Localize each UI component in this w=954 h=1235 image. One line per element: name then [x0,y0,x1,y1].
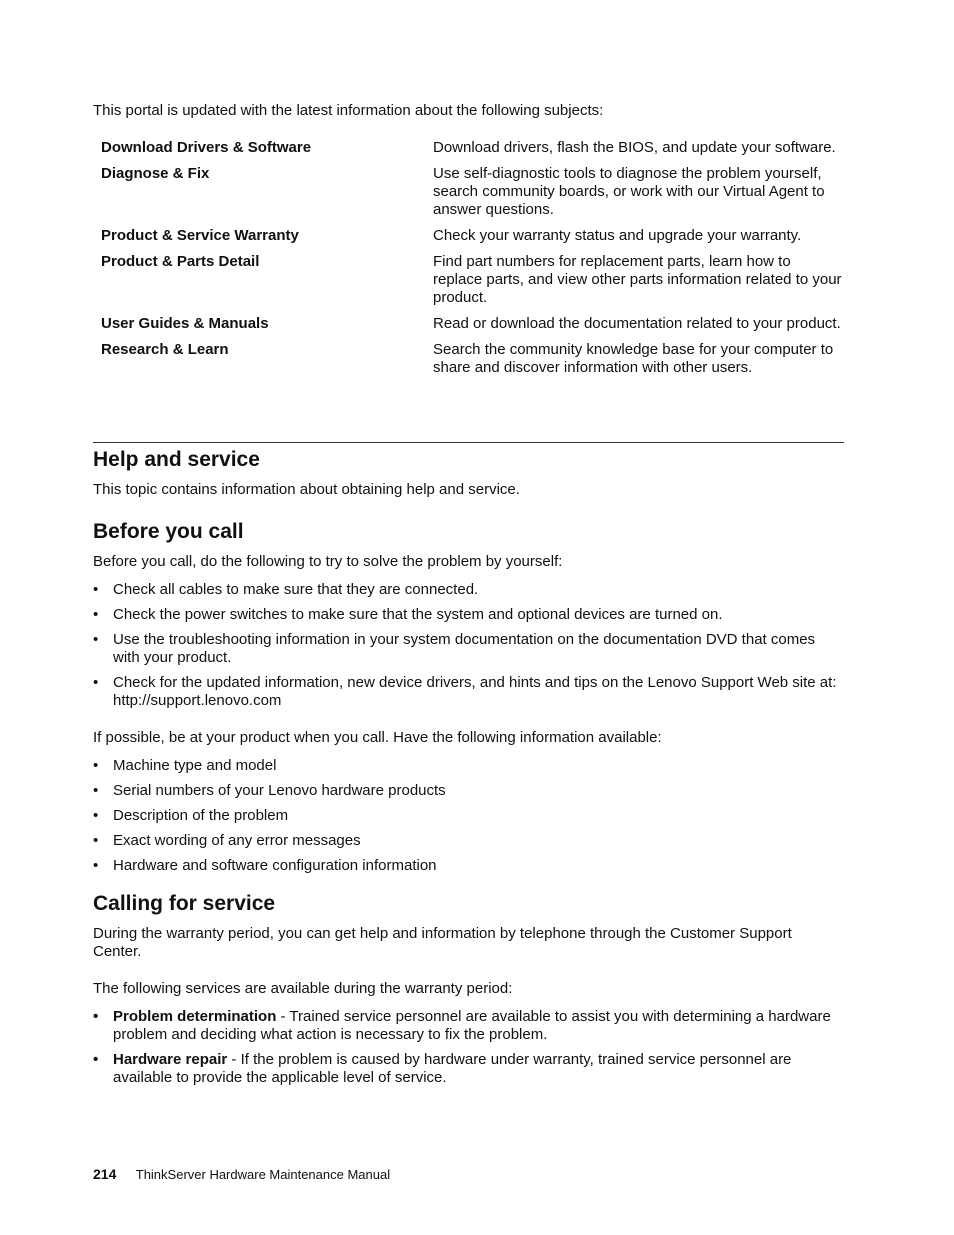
support-url-link[interactable]: http://support.lenovo.com [113,692,282,709]
bullet-icon: • [93,1008,99,1025]
service-term: Hardware repair [113,1051,228,1068]
list-item-text: Check all cables to make sure that they are connected. [113,581,479,598]
bullet-icon: • [93,832,99,849]
bullet-icon: • [93,857,99,874]
subject-row [93,253,844,315]
list-item [93,832,844,850]
list-item-text: Description of the problem [113,807,289,824]
bullet-icon: • [93,807,99,824]
subject-row [93,315,844,341]
subject-term: Product & Parts Detail [101,253,260,270]
manual-title: ThinkServer Hardware Maintenance Manual [135,1167,391,1182]
bullet-icon: • [93,1051,99,1068]
subject-term: Diagnose & Fix [101,165,210,182]
help-heading: Help and service [93,448,260,471]
bullet-icon: • [93,631,99,648]
portal-intro: This portal is updated with the latest information about the following subjects: [93,102,604,119]
before-heading: Before you call [93,520,244,543]
list-item [93,807,844,825]
service-term: Problem determination [113,1008,277,1025]
help-text: This topic contains information about obtaining help and service. [93,481,520,498]
service-desc: - If the problem is caused by hardware under warranty, trained service personnel are available to provide the applicable level of service. [113,1051,792,1086]
bullet-icon: • [93,782,99,799]
subject-row [93,227,844,253]
before-list [93,581,844,710]
subject-term: Research & Learn [101,341,229,358]
section-divider [93,442,844,443]
info-list [93,757,844,875]
list-item [93,674,844,710]
list-item [93,631,844,667]
info-intro: If possible, be at your product when you call. Have the following information available: [93,729,662,746]
subject-term: Download Drivers & Software [101,139,312,156]
calling-text: During the warranty period, you can get help and information by telephone through the Customer Support Center. [93,925,792,960]
services-intro: The following services are available during the warranty period: [93,980,513,997]
subject-desc: Check your warranty status and upgrade your warranty. [433,227,802,244]
list-item [93,1051,844,1087]
subject-desc: Download drivers, flash the BIOS, and update your software. [433,139,836,156]
subject-desc: Search the community knowledge base for your computer to share and discover information with other users. [433,341,834,376]
list-item-text: Machine type and model [113,757,277,774]
main-flow [93,447,844,1094]
page-number: 214 [93,1166,117,1182]
list-item-text: Check for the updated information, new device drivers, and hints and tips on the Lenovo Support Web site at: [113,674,837,691]
list-item-text: Hardware and software configuration information [113,857,437,874]
list-item-text: Check the power switches to make sure that the system and optional devices are turned on. [113,606,723,623]
list-item [93,857,844,875]
page-footer [93,1166,390,1183]
subject-desc: Find part numbers for replacement parts, learn how to replace parts, and view other parts information related to your product. [433,253,842,306]
bullet-icon: • [93,581,99,598]
bullet-icon: • [93,606,99,623]
list-item-text: Exact wording of any error messages [113,832,361,849]
list-item-text: Serial numbers of your Lenovo hardware products [113,782,446,799]
subject-term: Product & Service Warranty [101,227,299,244]
list-item [93,606,844,624]
subject-row [93,139,844,165]
list-item [93,581,844,599]
bullet-icon: • [93,674,99,691]
before-intro: Before you call, do the following to try to solve the problem by yourself: [93,553,563,570]
bullet-icon: • [93,757,99,774]
subjects-table [93,139,844,385]
calling-heading: Calling for service [93,892,276,915]
list-item-text: Use the troubleshooting information in your system documentation on the documentation DVD that comes with your product. [113,631,816,666]
list-item [93,1008,844,1044]
list-item [93,782,844,800]
list-item [93,757,844,775]
subject-row [93,165,844,227]
subject-desc: Read or download the documentation related to your product. [433,315,841,332]
subject-term: User Guides & Manuals [101,315,269,332]
service-desc: - Trained service personnel are available to assist you with determining a hardware problem and deciding what action is necessary to fix the problem. [113,1008,831,1043]
subject-row [93,341,844,385]
services-list [93,1008,844,1087]
subject-desc: Use self-diagnostic tools to diagnose the problem yourself, search community boards, or work with our Virtual Agent to answer questions. [433,165,825,218]
